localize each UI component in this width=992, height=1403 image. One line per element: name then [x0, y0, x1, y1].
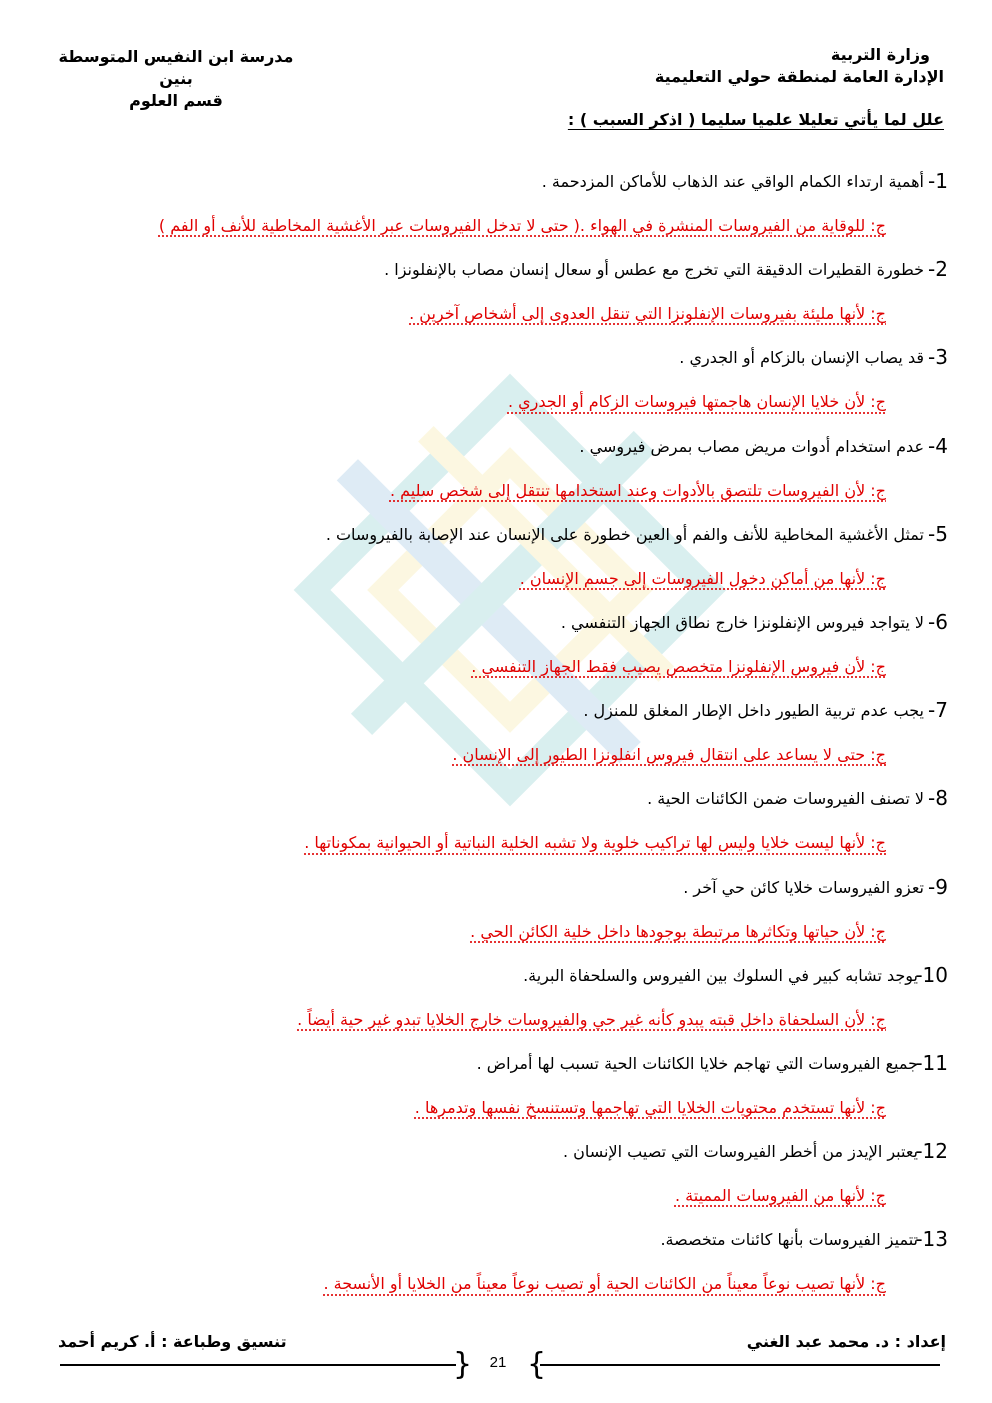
- question-text: يوجد تشابه كبير في السلوك بين الفيروس والسلحفاة البرية.: [523, 965, 918, 985]
- bracket-left: {: [453, 1347, 473, 1382]
- bracket-right: }: [527, 1347, 547, 1382]
- answer-text: ج: لأنها تستخدم محتويات الخلايا التي تهاجمها وتستنسخ نفسها وتدمرها .: [414, 1098, 886, 1117]
- district-name: الإدارة العامة لمنطقة حولي التعليمية: [654, 67, 944, 86]
- answer-text: ج: حتى لا يساعد على انتقال فيروس انفلونزا الطيور إلى الإنسان .: [452, 745, 886, 765]
- question-number: 10-: [915, 962, 948, 987]
- header-school-block: [46, 46, 306, 112]
- department-name: قسم العلوم: [129, 91, 223, 110]
- answer-text: ج: لأن الفيروسات تلتصق بالأدوات وعند استخدامها تنتقل إلى شخص سليم .: [389, 480, 886, 500]
- question-number: 13-: [915, 1227, 948, 1252]
- question-text: يعتبر الإيدز من أخطر الفيروسات التي تصيب الإنسان .: [562, 1142, 918, 1162]
- answer-text: ج: لأنها من أماكن دخول الفيروسات إلى جسم الإنسان .: [519, 568, 886, 588]
- school-name: مدرسة ابن النفيس المتوسطة بنين: [58, 47, 294, 88]
- question-text: قد يصاب الإنسان بالزكام أو الجدري .: [679, 348, 924, 368]
- question-number: 2-: [928, 257, 948, 282]
- question-number: 7-: [928, 698, 948, 723]
- answer-text: ج: لأنها مليئة بفيروسات الإنفلونزا التي تنقل العدوى إلى أشخاص آخرين .: [409, 304, 886, 324]
- question-number: 4-: [928, 433, 948, 458]
- page-number: 21: [489, 1354, 507, 1371]
- instruction-heading: علل لما يأتي تعليلا علميا سليما ( اذكر السبب ) :: [567, 110, 944, 129]
- question-text: تمثل الأغشية المخاطية للأنف والفم أو العين خطورة على الإنسان عند الإصابة بالفيروسات .: [325, 524, 924, 544]
- question-text: أهمية ارتداء الكمام الواقي عند الذهاب للأماكن المزدحمة .: [541, 172, 924, 191]
- coordinated-by: تنسيق وطباعة : أ. كريم أحمد: [58, 1332, 287, 1351]
- question-number: 9-: [928, 874, 948, 899]
- question-text: تعزو الفيروسات خلايا كائن حي آخر .: [683, 877, 924, 897]
- question-number: 1-: [928, 169, 948, 193]
- question-text: لا يتواجد فيروس الإنفلونزا خارج نطاق الجهاز التنفسي .: [560, 613, 924, 632]
- question-number: 11-: [915, 1051, 948, 1075]
- answer-text: ج: لأن السلحفاة داخل قبته يبدو كأنه غير حي والفيروسات خارج الخلايا تبدو غير حية أيضاً .: [297, 1009, 886, 1029]
- question-text: لا تصنف الفيروسات ضمن الكائنات الحية .: [647, 789, 924, 809]
- question-number: 3-: [928, 345, 948, 370]
- question-number: 12-: [915, 1139, 948, 1164]
- answer-text: ج: لأنها ليست خلايا وليس لها تراكيب خلوية ولا تشبه الخلية النباتية أو الحيوانية بمكوناتها .: [304, 833, 886, 853]
- answer-text: ج: لأنها من الفيروسات المميتة .: [674, 1186, 886, 1206]
- question-text: تتميز الفيروسات بأنها كائنات متخصصة.: [660, 1230, 918, 1250]
- answer-text: ج: لأن حياتها وتكاثرها مرتبطة بوجودها داخل خلية الكائن الحي .: [470, 921, 886, 941]
- answer-text: ج: لأن فيروس الإنفلونزا متخصص يصيب فقط الجهاز التنفسي .: [471, 657, 886, 676]
- header-ministry-block: [655, 44, 944, 88]
- answer-text: ج: لأنها تصيب نوعاً معيناً من الكائنات الحية أو تصيب نوعاً معيناً من الخلايا أو الأنسجة .: [323, 1274, 886, 1294]
- question-number: 8-: [928, 786, 948, 811]
- question-text: عدم استخدام أدوات مريض مصاب بمرض فيروسي .: [579, 436, 924, 456]
- question-number: 5-: [928, 521, 948, 546]
- ministry-name: وزارة التربية: [830, 45, 930, 64]
- question-text: جميع الفيروسات التي تهاجم خلايا الكائنات الحية تسبب لها أمراض .: [476, 1054, 918, 1073]
- answer-text: ج: لأن خلايا الإنسان هاجمتها فيروسات الزكام أو الجدري .: [507, 392, 886, 412]
- question-text: يجب عدم تربية الطيور داخل الإطار المغلق للمنزل .: [583, 701, 924, 721]
- footer-divider-right: [540, 1364, 940, 1366]
- answer-text: ج: للوقاية من الفيروسات المنشرة في الهواء .( حتى لا تدخل الفيروسات عبر الأغشية المخاطية للأنف أو الفم ): [158, 216, 886, 235]
- footer-divider-left: [60, 1364, 456, 1366]
- prepared-by: إعداد : د. محمد عبد الغني: [746, 1332, 946, 1351]
- question-number: 6-: [928, 610, 948, 634]
- question-text: خطورة القطيرات الدقيقة التي تخرج مع عطس أو سعال إنسان مصاب بالإنفلونزا .: [384, 260, 924, 280]
